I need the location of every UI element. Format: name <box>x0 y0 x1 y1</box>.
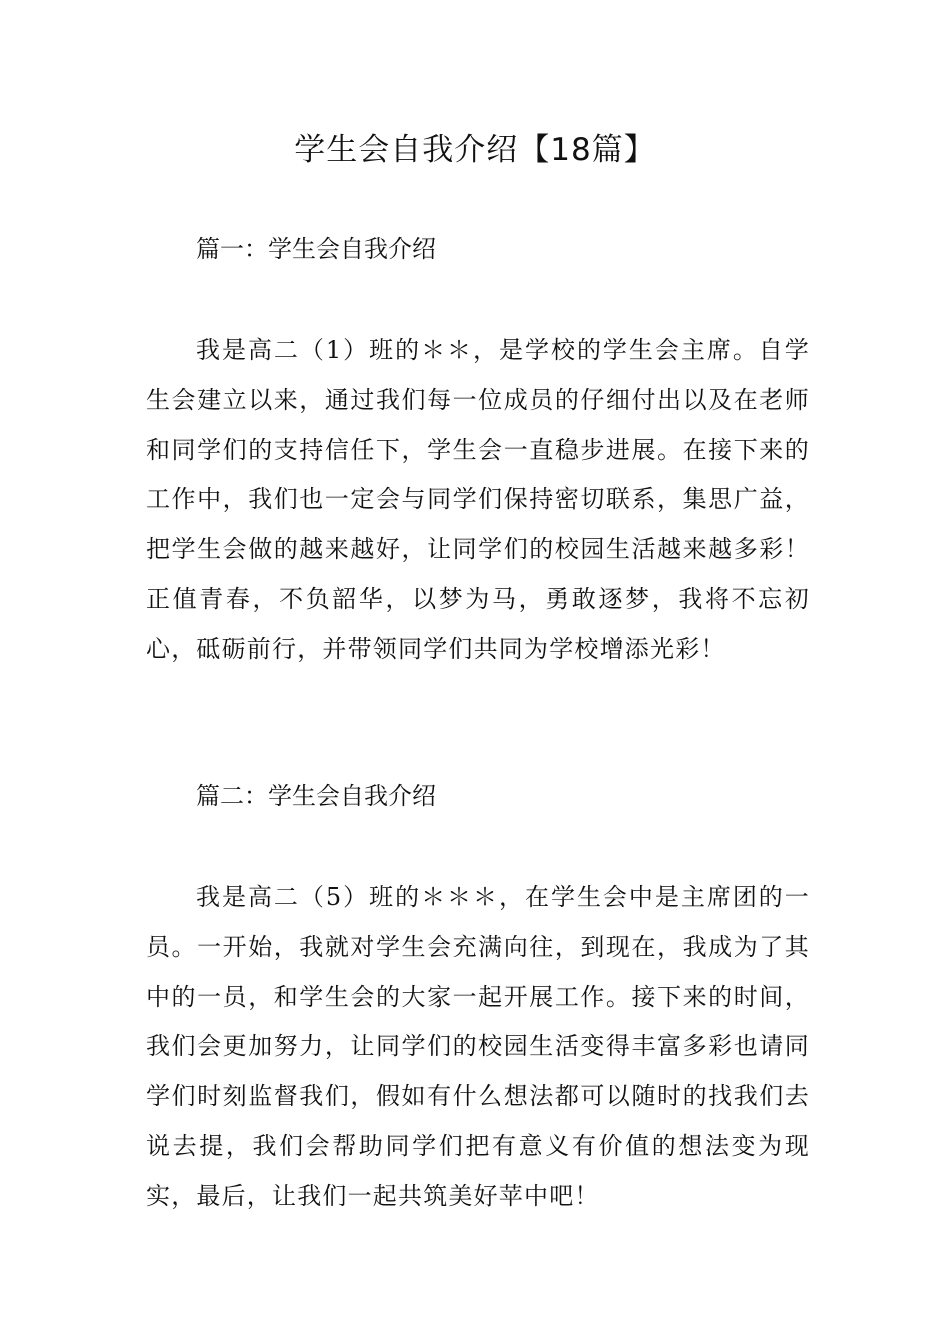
section-heading-2: 篇二：学生会自我介绍 <box>196 782 436 810</box>
document-title: 学生会自我介绍【18篇】 <box>294 132 656 168</box>
section-paragraph-2: 我是高二（5）班的＊＊＊，在学生会中是主席团的一员。一开始，我就对学生会充满向往，到现在，我成为了其中的一员，和学生会的大家一起开展工作。接下来的时间，我们会更加努力，让同学们的校园生活变得丰富多彩也请同学们时刻监督我们，假如有什么想法都可以随时的找我们去说去提，我们会帮助同学们把有意义有价值的想法变为现实，最后，让我们一起共筑美好苹中吧！ <box>146 883 810 1210</box>
section-paragraph-1: 我是高二（1）班的＊＊，是学校的学生会主席。自学生会建立以来，通过我们每一位成员的仔细付出以及在老师和同学们的支持信任下，学生会一直稳步进展。在接下来的工作中，我们也一定会与同学们保持密切联系，集思广益，把学生会做的越来越好，让同学们的校园生活越来越多彩！正值青春，不负韶华，以梦为马，勇敢逐梦，我将不忘初心，砥砺前行，并带领同学们共同为学校增添光彩！ <box>146 336 810 663</box>
section-heading-1: 篇一：学生会自我介绍 <box>196 235 436 263</box>
